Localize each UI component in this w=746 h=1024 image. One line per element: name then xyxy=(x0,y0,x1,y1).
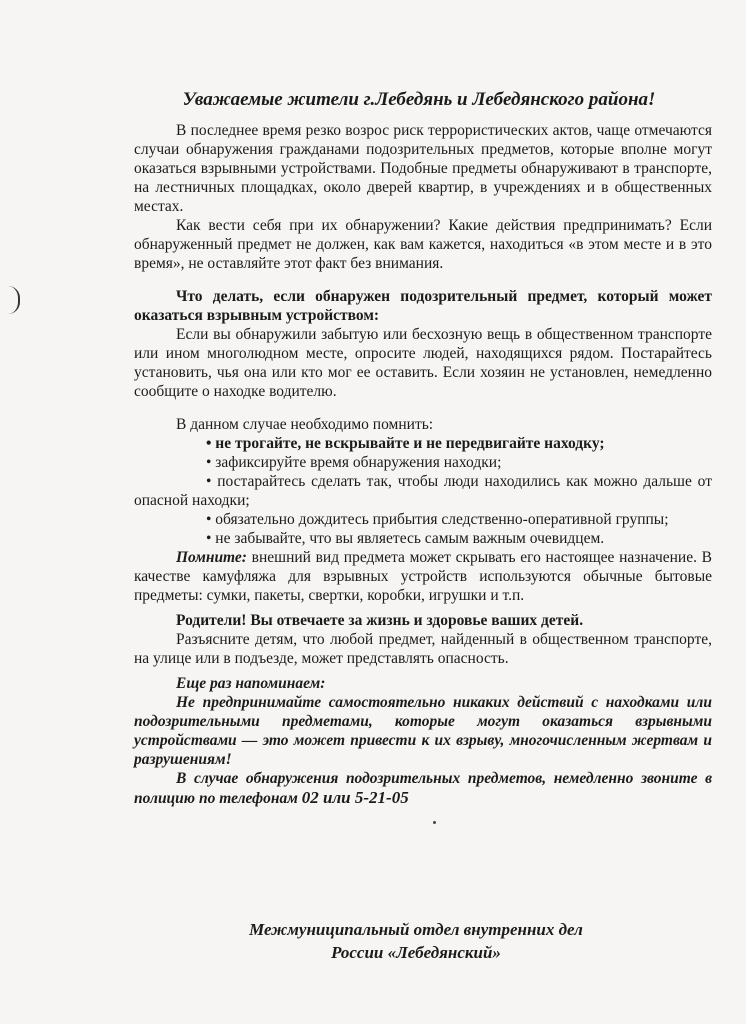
intro-paragraph-1: В последнее время резко возрос риск террористических актов, чаще отмечаются случаи обнаружения гражданами подозрительных предметов, которые вполне могут оказаться взрывными устройствами. Подобные предметы обнаруживают в транспорте, на лестничных площадках, около дверей квартир, в учреждениях и в общественных местах. xyxy=(134,122,712,215)
note-label: Помните: xyxy=(176,549,247,566)
bullet-item: • не забывайте, что вы являетесь самым важным очевидцем. xyxy=(206,530,605,547)
bullet-item: • зафиксируйте время обнаружения находки; xyxy=(206,454,502,471)
document-body xyxy=(134,90,712,808)
signature-line-2: России «Лебедянский» xyxy=(331,943,501,962)
reminder-heading: Еще раз напоминаем: xyxy=(176,675,326,692)
note-text: внешний вид предмета может скрывать его настоящее назначение. В качестве камуфляжа для взрывных устройств используются обычные бытовые предметы: сумки, пакеты, свертки, коробки, игрушки и т.п. xyxy=(134,549,712,604)
note-paragraph xyxy=(134,548,712,605)
remember-intro: В данном случае необходимо помнить: xyxy=(176,416,434,433)
police-phones: 02 или 5-21-05 xyxy=(301,788,409,807)
call-police-text xyxy=(134,769,712,808)
scan-edge-mark xyxy=(4,286,20,314)
call-police-label: В случае обнаружения подозрительных предметов, немедленно звоните в полицию по телефонам xyxy=(134,770,712,807)
bullet-item: • обязательно дождитесь прибытия следственно-оперативной группы; xyxy=(206,511,669,528)
bullet-item: • не трогайте, не вскрывайте и не передвигайте находку; xyxy=(206,435,605,452)
signature-block xyxy=(196,918,636,964)
parents-text: Разъясните детям, что любой предмет, найденный в общественном транспорте, на улице или в подъезде, может представлять опасность. xyxy=(134,631,712,667)
parents-heading: Родители! Вы отвечаете за жизнь и здоровье ваших детей. xyxy=(176,612,584,629)
page-title: Уважаемые жители г.Лебедянь и Лебедянского района! xyxy=(182,89,656,110)
intro-paragraph-2: Как вести себя при их обнаружении? Какие действия предпринимать? Если обнаруженный предмет не должен, как вам кажется, находиться «в этом месте и в это время», не оставляйте этот факт без внимания. xyxy=(134,217,712,272)
signature-line-1: Межмуниципальный отдел внутренних дел xyxy=(249,920,583,939)
section1-text: Если вы обнаружили забытую или бесхозную вещь в общественном транспорте или ином многолюдном месте, опросите людей, находящихся рядом. Постарайтесь установить, чья она или кто мог ее оставить. Если хозяин не установлен, немедленно сообщите о находке водителю. xyxy=(134,326,712,400)
section1-heading: Что делать, если обнаружен подозрительный предмет, который может оказаться взрывным устройством: xyxy=(134,288,712,324)
bullet-item: • постарайтесь сделать так, чтобы люди находились как можно дальше от опасной находки; xyxy=(134,473,712,509)
scan-dot xyxy=(433,821,436,824)
reminder-text: Не предпринимайте самостоятельно никаких действий с находками или подозрительными предметами, которые могут оказаться взрывными устройствами — это может привести к их взрыву, многочисленным жертвам и разрушениям! xyxy=(134,694,712,768)
